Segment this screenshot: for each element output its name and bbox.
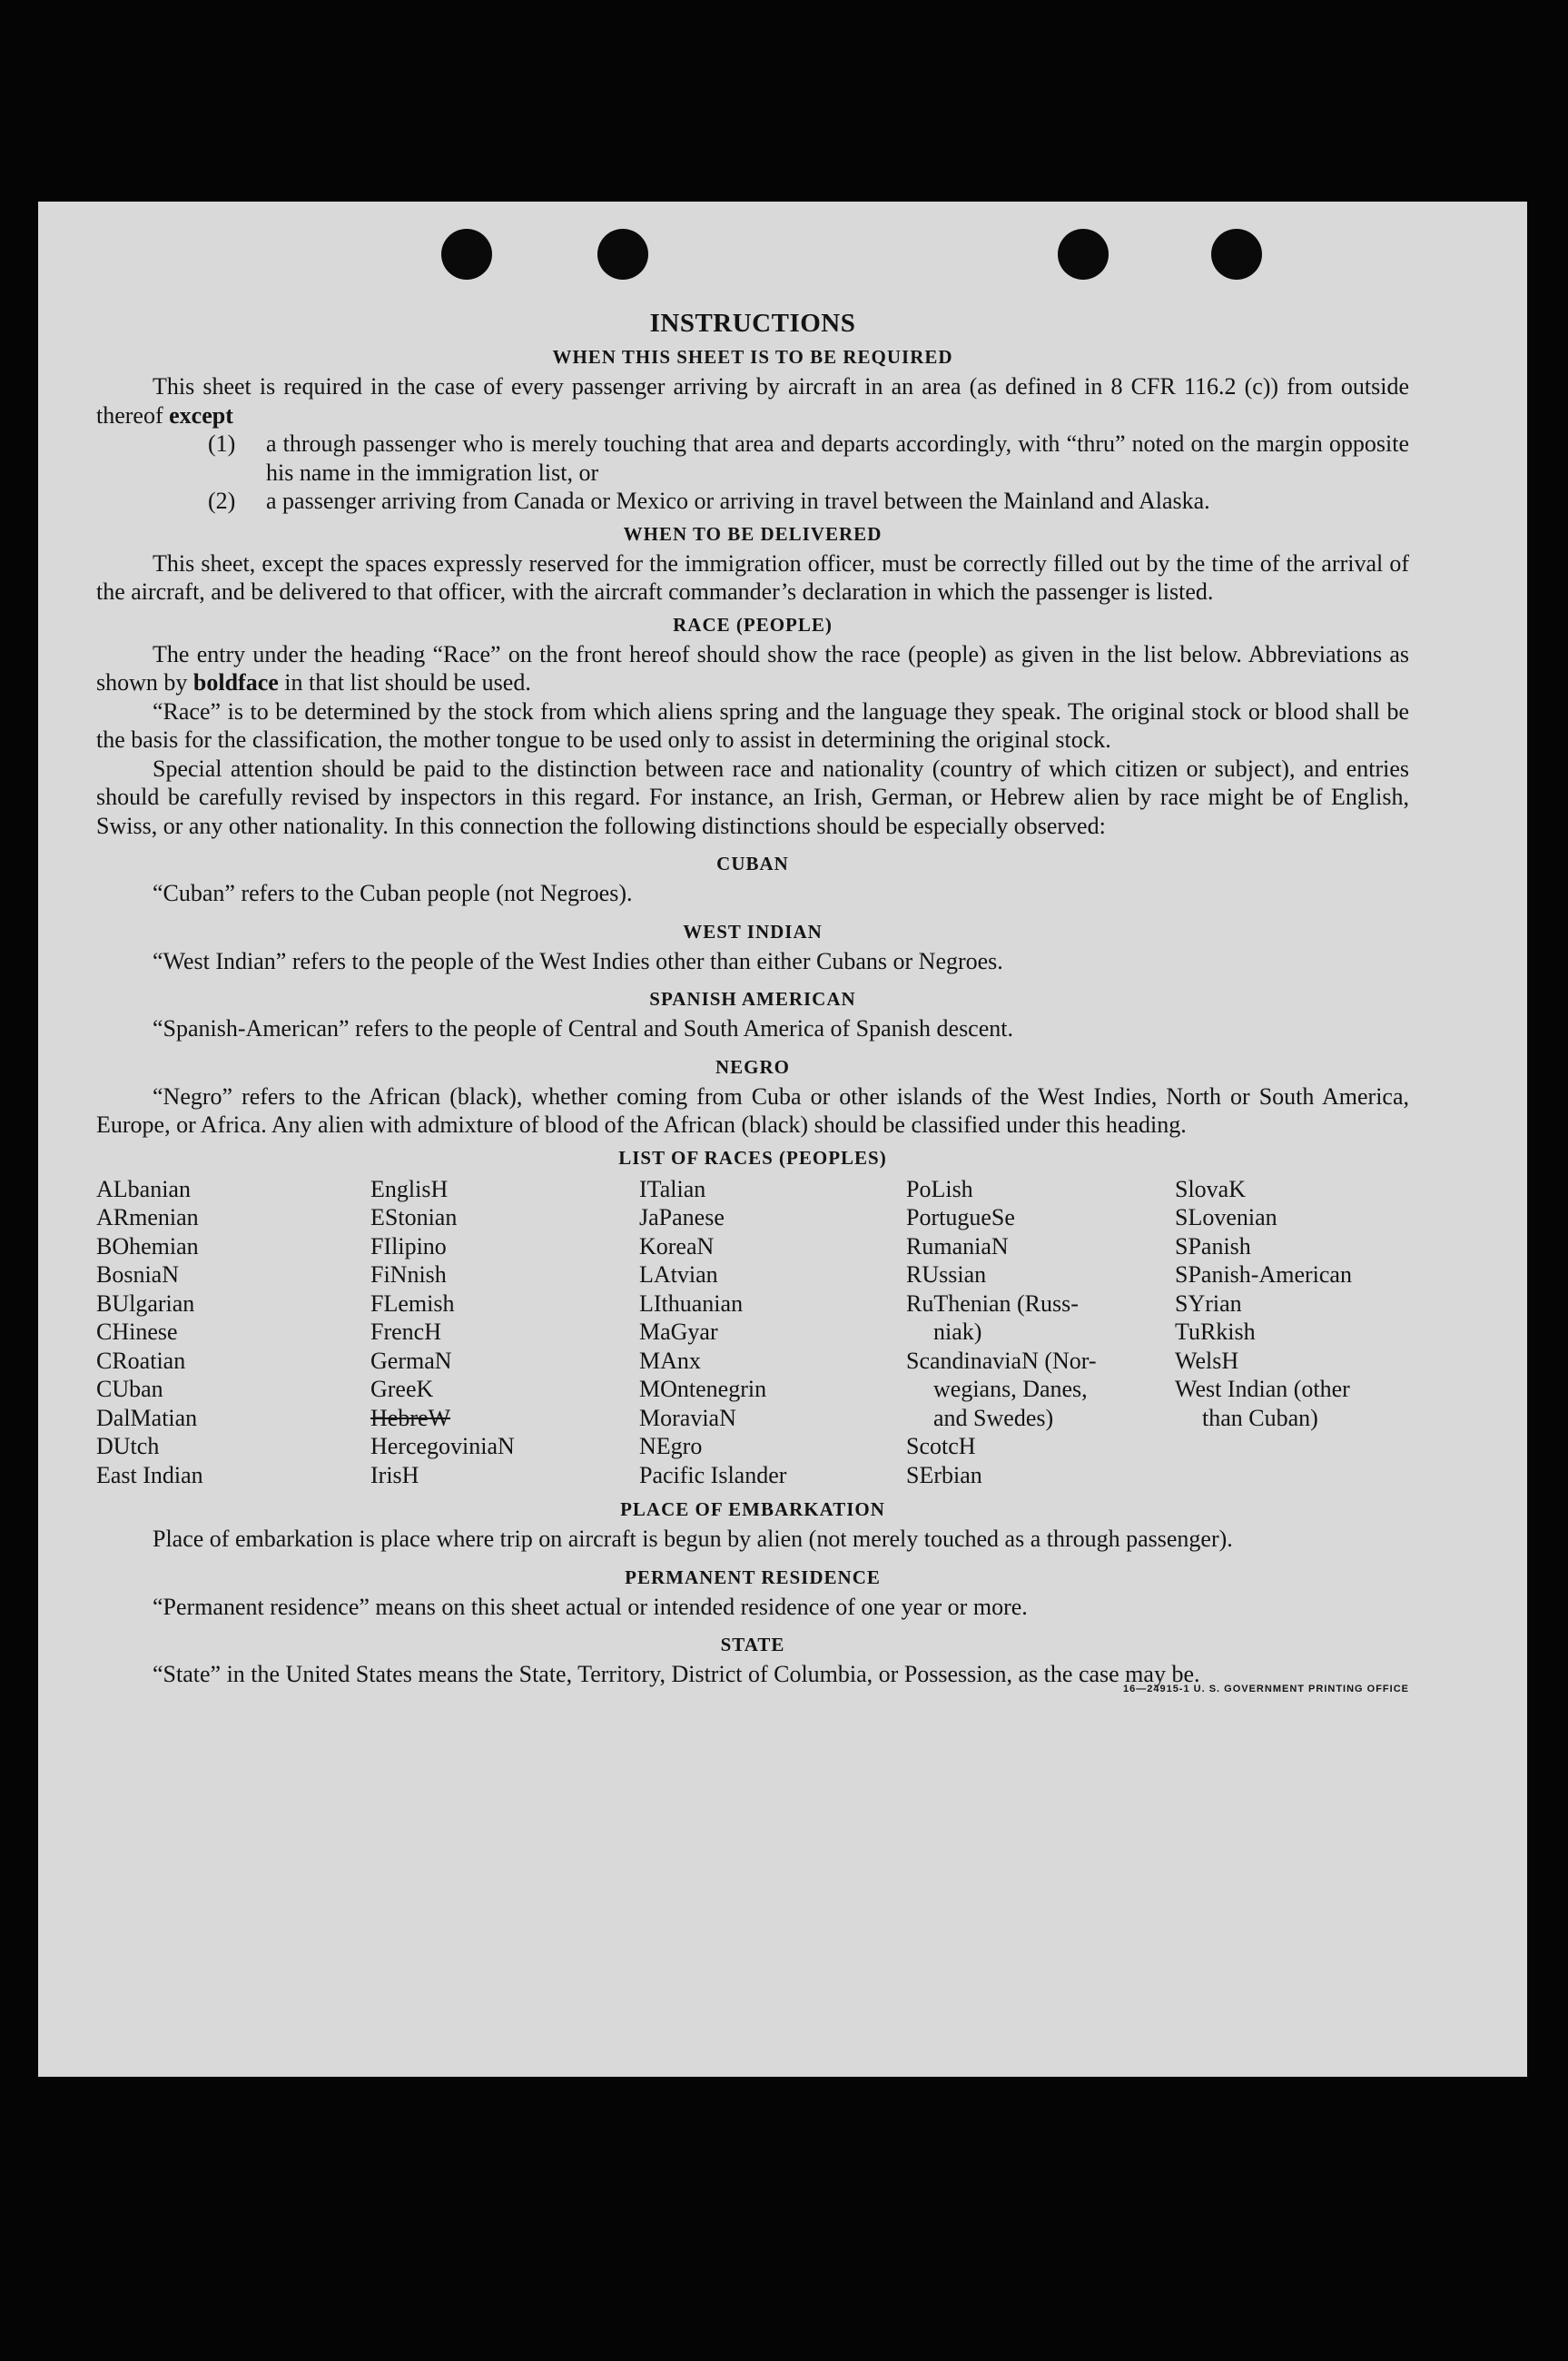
document-sheet <box>38 202 1527 2077</box>
race-entry: SYrian <box>1175 1289 1242 1317</box>
race-entry: MaGyar <box>639 1319 718 1345</box>
race-entry: EStonian <box>370 1204 458 1230</box>
race-entry: BosniaN <box>96 1261 179 1288</box>
race-entry: CRoatian <box>96 1347 186 1374</box>
race-entry: FLemish <box>370 1289 455 1317</box>
race-entry: FIlipino <box>370 1232 447 1260</box>
section-heading-west-indian: WEST INDIAN <box>683 920 823 943</box>
section-heading-spanish-american: SPANISH AMERICAN <box>649 988 856 1010</box>
race-entry: LIthuanian <box>639 1289 744 1317</box>
race-entry: NEgro <box>639 1433 703 1459</box>
races-list <box>96 1175 1409 1490</box>
race-entry: CHinese <box>96 1319 178 1345</box>
races-column-5 <box>1175 1175 1402 1490</box>
race-entry: LAtvian <box>639 1261 718 1288</box>
races-column-1 <box>96 1175 370 1490</box>
state-text: “State” in the United States means the State, Territory, District of Columbia, or Possession, as the case may be. <box>153 1661 1200 1687</box>
section-heading-state: STATE <box>720 1634 785 1655</box>
embarkation-text: Place of embarkation is place where trip on aircraft is begun by alien (not merely touched as a through passenger). <box>153 1526 1233 1552</box>
race-entry: RumaniaN <box>906 1232 1009 1260</box>
race-entry: SLovenian <box>1175 1204 1277 1230</box>
race-entry: ALbanian <box>96 1175 191 1202</box>
race-entry: BOhemian <box>96 1232 199 1260</box>
punch-hole <box>1211 229 1262 280</box>
race-entry: SPanish <box>1175 1232 1251 1260</box>
races-column-2 <box>370 1175 639 1490</box>
punch-hole <box>441 229 492 280</box>
section-heading-delivered: WHEN TO BE DELIVERED <box>623 522 883 545</box>
race-entry: FiNnish <box>370 1261 447 1288</box>
race-paragraph-1: The entry under the heading “Race” on the front hereof should show the race (people) as given in the list below. Abbreviations as shown by boldface in that list should be used. <box>96 640 1409 696</box>
race-entry: DalMatian <box>96 1404 198 1431</box>
races-column-3 <box>639 1175 906 1490</box>
race-entry: BUlgarian <box>96 1289 195 1317</box>
race-entry-continued: than Cuban) <box>1202 1404 1318 1431</box>
races-column-4 <box>906 1175 1175 1490</box>
race-entry: EnglisH <box>370 1175 449 1202</box>
negro-text: “Negro” refers to the African (black), whether coming from Cuba or other islands of the West Indies, North or South America, Europe, or Africa. Any alien with admixture of blood of the African (black) should be classified under this heading. <box>96 1082 1409 1138</box>
race-entry: ScandinaviaN (Nor- <box>906 1347 1097 1374</box>
race-entry: Pacific Islander <box>639 1461 787 1488</box>
race-entry: PoLish <box>906 1175 973 1202</box>
race-entry: ARmenian <box>96 1204 199 1230</box>
race-entry-continued: wegians, Danes, <box>933 1376 1088 1402</box>
race-entry: MoraviaN <box>639 1404 736 1431</box>
race-entry: KoreaN <box>639 1232 715 1260</box>
document-title: INSTRUCTIONS <box>649 309 856 338</box>
west-indian-text: “West Indian” refers to the people of the West Indies other than either Cubans or Negroes. <box>153 947 1003 974</box>
race-paragraph-2: “Race” is to be determined by the stock from which aliens spring and the language they speak. The original stock or blood shall be the basis for the classification, the mother tongue to be used only to assist in determining the original stock. <box>96 697 1409 753</box>
race-entry: GreeK <box>370 1376 434 1402</box>
race-entry: FrencH <box>370 1319 441 1345</box>
race-entry-struck: HebreW <box>370 1404 451 1431</box>
race-entry: DUtch <box>96 1433 160 1459</box>
required-item-2: (2) a passenger arriving from Canada or Mexico or arriving in travel between the Mainland and Alaska. <box>208 488 1210 514</box>
race-entry: RuThenian (Russ- <box>906 1289 1079 1317</box>
cuban-text: “Cuban” refers to the Cuban people (not Negroes). <box>153 880 633 906</box>
race-entry: TuRkish <box>1175 1319 1256 1345</box>
required-item-1: (1) a through passenger who is merely touching that area and departs accordingly, with “thru” noted on the margin opposite his name in the immigration list, or <box>208 430 1409 486</box>
residence-text: “Permanent residence” means on this sheet actual or intended residence of one year or more. <box>153 1593 1028 1620</box>
race-entry: SPanish-American <box>1175 1261 1352 1288</box>
race-entry: RUssian <box>906 1261 987 1288</box>
section-heading-residence: PERMANENT RESIDENCE <box>625 1566 881 1588</box>
race-entry: PortugueSe <box>906 1204 1015 1230</box>
race-entry: WelsH <box>1175 1347 1239 1374</box>
race-entry-continued: niak) <box>933 1319 982 1345</box>
printer-imprint: 16—24915-1 U. S. GOVERNMENT PRINTING OFFICE <box>1122 1683 1409 1694</box>
race-entry: JaPanese <box>639 1204 725 1230</box>
race-paragraph-3: Special attention should be paid to the distinction between race and nationality (country of which citizen or subject), and entries should be carefully revised by inspectors in this regard. For instance, an Irish, German, or Hebrew alien by race might be of English, Swiss, or any other nationality. In this connection the following distinctions should be especially observed: <box>96 755 1409 839</box>
race-entry-continued: and Swedes) <box>933 1404 1054 1431</box>
section-heading-embarkation: PLACE OF EMBARKATION <box>620 1498 885 1520</box>
section-heading-list-of-races: LIST OF RACES (PEOPLES) <box>618 1146 887 1169</box>
race-entry: ITalian <box>639 1175 706 1202</box>
race-entry: GermaN <box>370 1347 452 1374</box>
section-heading-cuban: CUBAN <box>716 853 789 874</box>
punch-hole <box>1058 229 1109 280</box>
section-heading-required: WHEN THIS SHEET IS TO BE REQUIRED <box>552 346 953 368</box>
race-entry: East Indian <box>96 1461 203 1488</box>
delivered-text: This sheet, except the spaces expressly reserved for the immigration officer, must be correctly filled out by the time of the arrival of the aircraft, and be delivered to that officer, with the aircraft commander’s declaration in which the passenger is listed. <box>96 549 1409 605</box>
section-heading-negro: NEGRO <box>715 1055 790 1078</box>
punch-hole <box>597 229 648 280</box>
race-entry: CUban <box>96 1376 163 1402</box>
race-entry: ScotcH <box>906 1433 976 1459</box>
race-entry: IrisH <box>370 1461 419 1488</box>
section-heading-race: RACE (PEOPLE) <box>673 613 833 636</box>
spanish-american-text: “Spanish-American” refers to the people of Central and South America of Spanish descent. <box>153 1015 1013 1042</box>
race-entry: SErbian <box>906 1461 982 1488</box>
race-entry: West Indian (other <box>1175 1376 1350 1402</box>
race-entry: SlovaK <box>1175 1175 1246 1202</box>
race-entry: MOntenegrin <box>639 1376 767 1402</box>
race-entry: MAnx <box>639 1347 701 1374</box>
required-intro: This sheet is required in the case of every passenger arriving by aircraft in an area (as defined in 8 CFR 116.2 (c)) from outside thereof except <box>96 373 1409 429</box>
race-entry: HercegoviniaN <box>370 1433 515 1459</box>
